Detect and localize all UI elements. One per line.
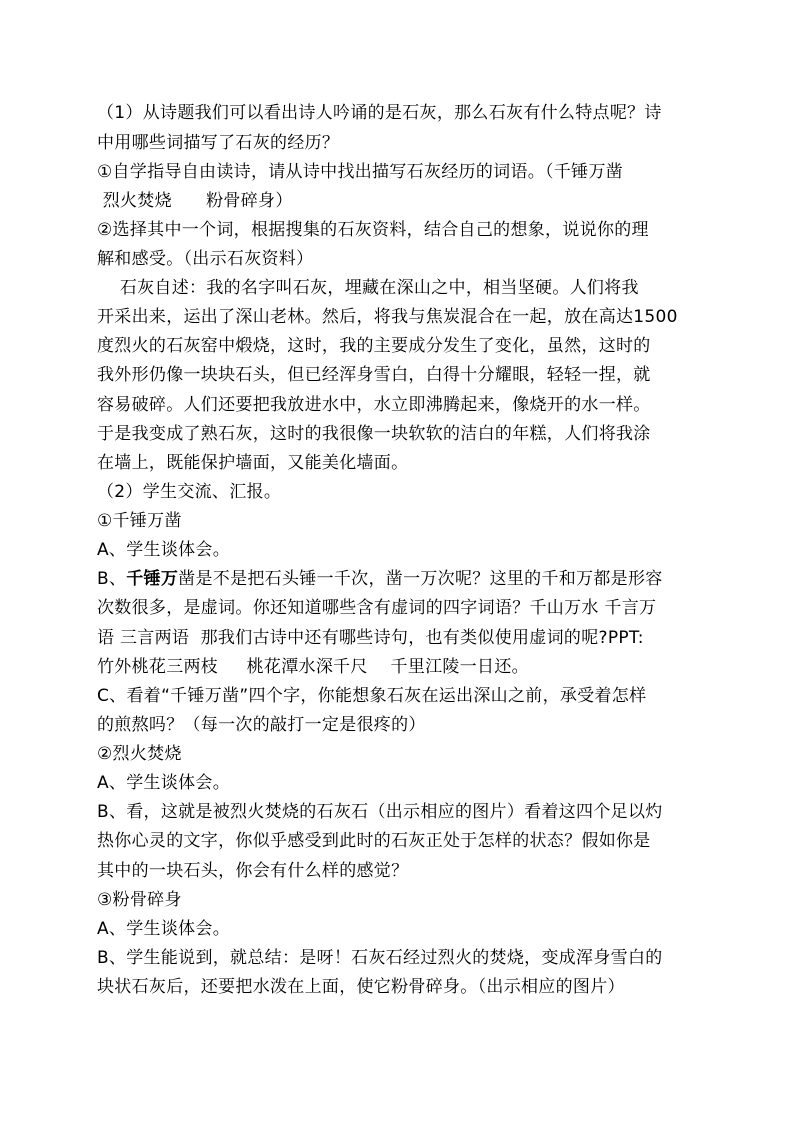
text-line: 于是我变成了熟石灰，这时的我很像一块软软的洁白的年糕，人们将我涂 — [97, 424, 651, 444]
text-span: B、 — [97, 569, 127, 589]
text-line: 竹外桃花三两枝 桃花潭水深千尺 千里江陵一日还。 — [97, 657, 529, 677]
text-line: ①千锤万凿 — [97, 511, 182, 531]
text-line: B、看，这就是被烈火焚烧的石灰石（出示相应的图片）看着这四个足以灼 — [97, 802, 663, 822]
text-line: ②烈火焚烧 — [97, 744, 182, 764]
text-line: 语 三言两语 那我们古诗中还有哪些诗句，也有类似使用虚词的呢?PPT: — [97, 628, 644, 648]
text-line: （2）学生交流、汇报。 — [97, 482, 282, 502]
text-line: 块状石灰后，还要把水泼在上面，使它粉骨碎身。（出示相应的图片） — [97, 977, 625, 997]
text-line: ②选择其中一个词，根据搜集的石灰资料，结合自己的想象，说说你的理 — [97, 220, 649, 240]
text-line: 次数很多，是虚词。你还知道哪些含有虚词的四字词语？千山万水 千言万 — [97, 598, 657, 618]
text-line: B、学生能说到，就总结：是呀！石灰石经过烈火的焚烧，变成浑身雪白的 — [97, 948, 663, 968]
text-line: 在墙上，既能保护墙面，又能美化墙面。 — [97, 453, 409, 473]
text-line: ③粉骨碎身 — [97, 890, 182, 910]
text-line: A、学生谈体会。 — [97, 540, 231, 560]
text-line: A、学生谈体会。 — [97, 919, 231, 939]
text-line: 我外形仍像一块块石头，但已经浑身雪白，白得十分耀眼，轻轻一捏，就 — [97, 365, 651, 385]
bold-text: 千锤万 — [126, 569, 179, 589]
text-span: 凿是不是把石头锤一千次，凿一万次呢？这里的千和万都是形容 — [178, 569, 663, 589]
text-line: 热你心灵的文字，你似乎感受到此时的石灰正处于怎样的状态？假如你是 — [97, 831, 651, 851]
text-line: 度烈火的石灰窑中煅烧，这时，我的主要成分发生了变化，虽然，这时的 — [97, 336, 651, 356]
text-line — [97, 568, 717, 590]
text-line: 烈火焚烧 粉骨碎身） — [97, 191, 293, 211]
text-line: 开采出来，运出了深山老林。然后，将我与焦炭混合在一起，放在高达1500 — [97, 307, 678, 327]
text-line: A、学生谈体会。 — [97, 773, 231, 793]
text-line: 其中的一块石头，你会有什么样的感觉？ — [97, 861, 409, 881]
text-line: 中用哪些词描写了石灰的经历？ — [97, 133, 340, 153]
text-line: 解和感受。（出示石灰资料） — [97, 249, 314, 269]
text-line: ①自学指导自由读诗，请从诗中找出描写石灰经历的词语。（千锤万凿 — [97, 162, 624, 182]
text-line: （1）从诗题我们可以看出诗人吟诵的是石灰，那么石灰有什么特点呢？诗 — [97, 103, 662, 123]
text-line: 的煎熬吗？（每一次的敲打一定是很疼的） — [97, 715, 426, 735]
text-line: C、看着“千锤万凿”四个字，你能想象石灰在运出深山之前，承受着怎样 — [97, 686, 647, 706]
text-line: 容易破碎。人们还要把我放进水中，水立即沸腾起来，像烧开的水一样。 — [97, 395, 651, 415]
text-line: 石灰自述：我的名字叫石灰，埋藏在深山之中，相当坚硬。人们将我 — [97, 278, 639, 298]
